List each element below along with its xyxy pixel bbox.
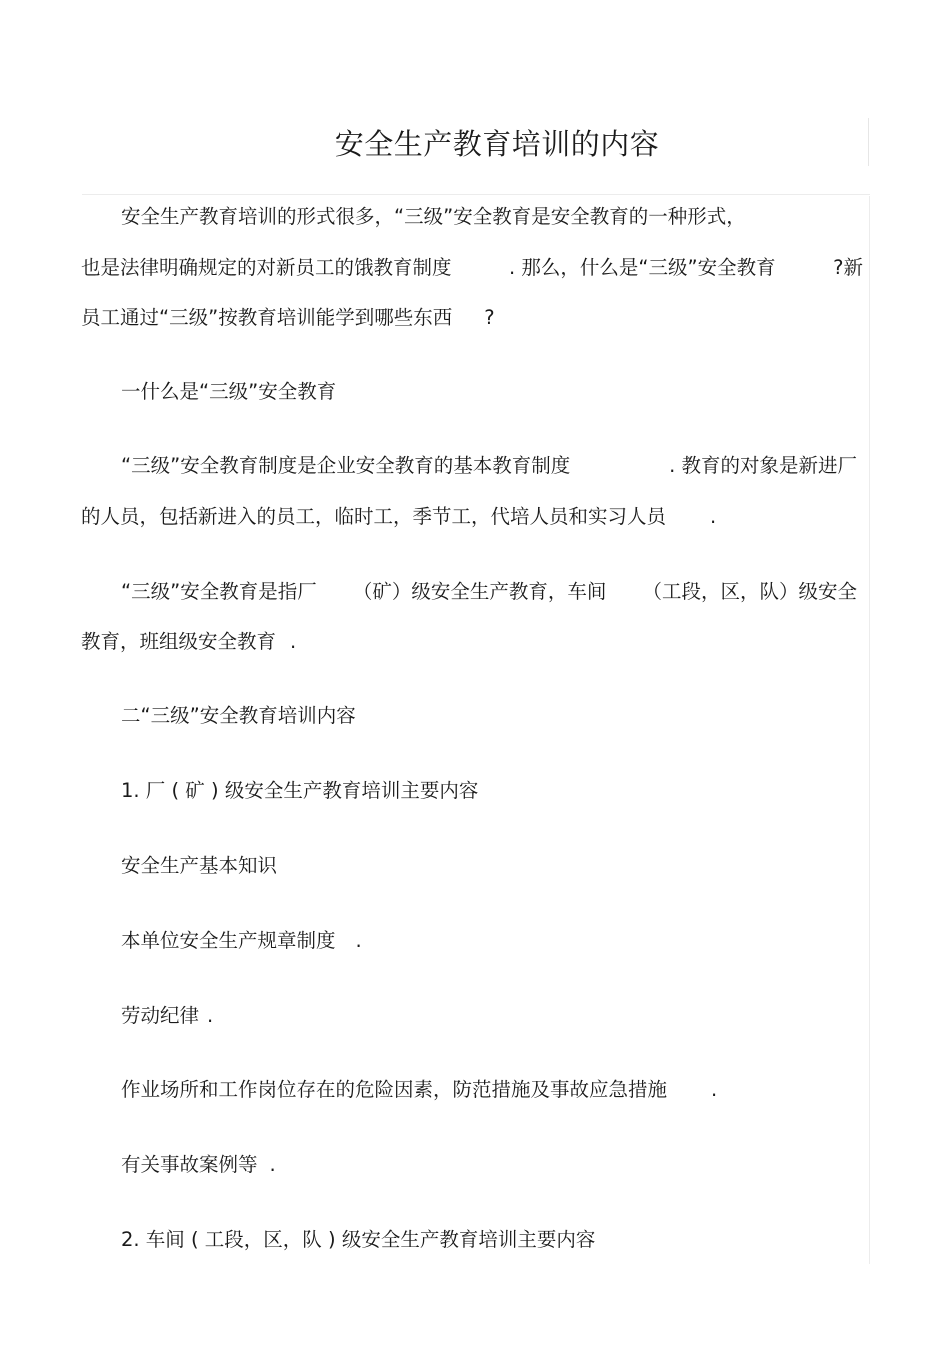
list-item-text: 本单位安全生产规章制度	[121, 929, 336, 952]
para2-line-2-part: .	[290, 630, 297, 653]
para1-line-1-part: . 教育的对象是新进厂	[669, 454, 857, 477]
list-item-end: .	[355, 929, 362, 952]
intro-line-2-part: 也是法律明确规定的对新员工的饿教育制度	[81, 256, 452, 279]
para2-line-2-part: 教育，班组级安全教育	[81, 630, 277, 653]
list-item	[121, 852, 277, 880]
para2-line-1-part: （矿）级安全生产教育，车间	[352, 580, 607, 603]
list-item-text: 安全生产基本知识	[121, 854, 278, 877]
list-item-end: .	[711, 1078, 718, 1101]
intro-line-1: 安全生产教育培训的形式很多，“三级”安全教育是安全教育的一种形式，	[121, 205, 746, 228]
section-heading: 二“三级”安全教育培训内容	[121, 704, 356, 727]
subsection-heading: 1. 厂 ( 矿 ) 级安全生产教育培训主要内容	[121, 779, 479, 802]
intro-line-2-part: ?新	[833, 256, 863, 279]
list-item	[121, 1076, 717, 1104]
list-item	[121, 927, 362, 955]
para1-line-2	[81, 503, 716, 531]
page-title: 安全生产教育培训的内容	[334, 127, 660, 161]
intro-line-2	[81, 254, 863, 282]
title-divider	[82, 194, 870, 195]
para1-line-1	[121, 452, 857, 480]
list-item-end: .	[207, 1004, 214, 1027]
list-item-text: 作业场所和工作岗位存在的危险因素，防范措施及事故应急措施	[121, 1078, 668, 1101]
intro-line-3-part: 员工通过“三级”按教育培训能学到哪些东西	[81, 306, 453, 329]
list-item-end: .	[269, 1153, 276, 1176]
list-item	[121, 1151, 276, 1179]
margin-rule	[869, 196, 870, 1264]
para1-line-2-part: 的人员，包括新进入的员工，临时工，季节工，代培人员和实习人员	[81, 505, 667, 528]
intro-line-3-part: ?	[484, 306, 495, 329]
section-heading: 一什么是“三级”安全教育	[121, 380, 337, 403]
para2-line-2	[81, 628, 296, 656]
para1-line-2-part: .	[710, 505, 717, 528]
para1-line-1-part: “三级”安全教育制度是企业安全教育的基本教育制度	[121, 454, 571, 477]
list-item-text: 劳动纪律	[121, 1004, 200, 1027]
list-item-text: 有关事故案例等	[121, 1153, 258, 1176]
para2-line-1-part: （工段，区，队）级安全	[642, 580, 857, 603]
intro-line-3	[81, 304, 495, 332]
intro-line-2-part: . 那么，什么是“三级”安全教育	[509, 256, 776, 279]
para2-line-1-part: “三级”安全教育是指厂	[121, 580, 317, 603]
subsection-heading: 2. 车间 ( 工段，区，队 ) 级安全生产教育培训主要内容	[121, 1228, 596, 1251]
para2-line-1	[121, 578, 857, 606]
list-item	[121, 1002, 213, 1030]
